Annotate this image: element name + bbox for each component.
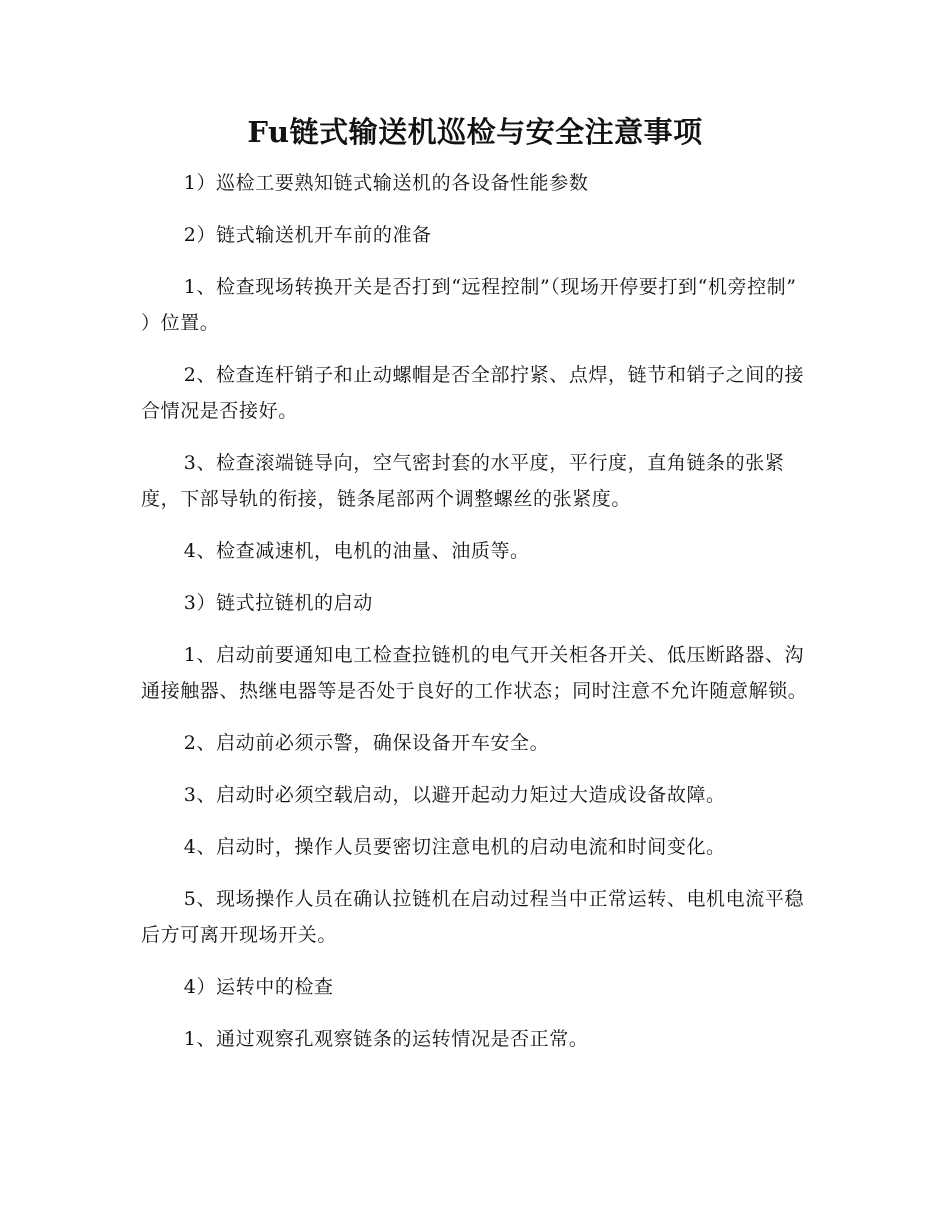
paragraph-section-running: 4）运转中的检查	[183, 976, 334, 998]
paragraph-notify-electrician: 1、启动前要通知电工检查拉链机的电气开关柜各开关、低压断路器、沟通接触器、热继电器等是否处于良好的工作状态；同时注意不允许随意解锁。	[141, 644, 808, 702]
paragraph-observation-hole: 1、通过观察孔观察链条的运转情况是否正常。	[183, 1028, 589, 1050]
paragraph-monitor-current: 4、启动时，操作人员要密切注意电机的启动电流和时间变化。	[183, 836, 726, 858]
paragraph-warning-signal: 2、启动前必须示警，确保设备开车安全。	[183, 732, 550, 754]
paragraph-leave-switch: 5、现场操作人员在确认拉链机在启动过程当中正常运转、电机电流平稳后方可离开现场开关。	[141, 888, 805, 946]
paragraph-check-chain-guide: 3、检查滚端链导向，空气密封套的水平度，平行度，直角链条的张紧度，下部导轨的衔接，链条尾部两个调整螺丝的张紧度。	[141, 452, 785, 510]
document-title: Fu链式输送机巡检与安全注意事项	[247, 115, 703, 149]
document-body	[141, 165, 811, 1073]
paragraph-section-startup: 3）链式拉链机的启动	[183, 592, 373, 614]
paragraph-no-load-start: 3、启动时必须空载启动，以避开起动力矩过大造成设备故障。	[183, 784, 726, 806]
paragraph-check-reducer: 4、检查减速机，电机的油量、油质等。	[183, 540, 530, 562]
paragraph-inspector-knowledge: 1）巡检工要熟知链式输送机的各设备性能参数	[183, 172, 589, 194]
paragraph-section-prestart: 2）链式输送机开车前的准备	[183, 224, 432, 246]
paragraph-check-switch: 1、检查现场转换开关是否打到“远程控制”（现场开停要打到“机旁控制” ）位置。	[141, 276, 797, 334]
paragraph-check-pins: 2、检查连杆销子和止动螺帽是否全部拧紧、点焊，链节和销子之间的接合情况是否接好。	[141, 364, 805, 422]
